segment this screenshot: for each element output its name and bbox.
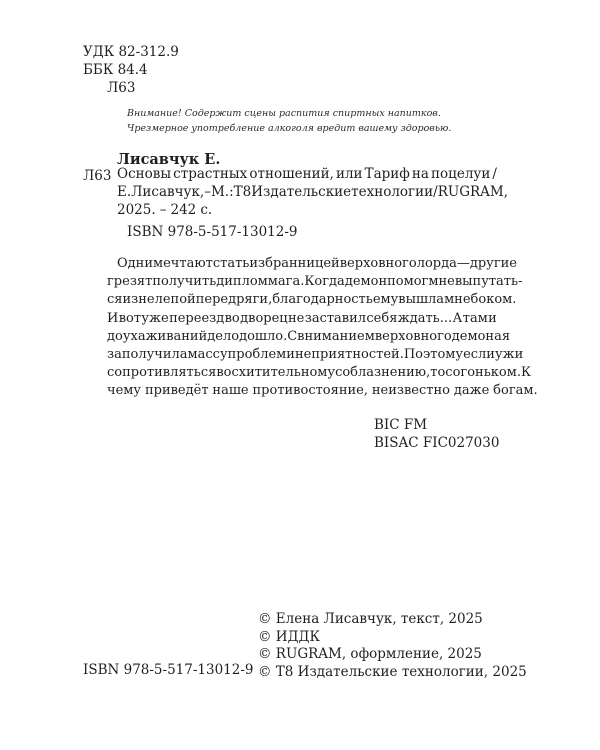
word: — xyxy=(456,256,470,271)
word: верховного xyxy=(374,328,452,344)
word: уж xyxy=(494,347,515,363)
author-sign-code: Л63 xyxy=(107,80,136,96)
bisac-code: BISAC FIC027030 xyxy=(374,435,500,451)
word: передряги, xyxy=(195,292,273,308)
word: грезят xyxy=(107,274,153,290)
word: другие xyxy=(469,256,518,271)
word: боком. xyxy=(470,292,517,308)
word: 242 xyxy=(170,202,197,218)
word: мечтают xyxy=(153,256,213,271)
word: Поэтому xyxy=(403,347,464,363)
word: – xyxy=(204,184,211,200)
word: / xyxy=(492,166,497,182)
word: С xyxy=(287,328,298,344)
word: выпутать- xyxy=(454,274,523,290)
word: Одни xyxy=(117,256,153,271)
annotation-line xyxy=(107,291,517,309)
word: противостояние, xyxy=(252,383,368,399)
word: на xyxy=(411,166,429,182)
word: демона xyxy=(451,328,502,344)
word: мне xyxy=(428,274,455,290)
word: И xyxy=(107,310,119,326)
word: лорда xyxy=(416,256,457,271)
isbn-main: ISBN 978-5-517-13012-9 xyxy=(127,224,298,240)
copyright-rugram: © RUGRAM, оформление, 2025 xyxy=(258,646,482,662)
isbn-footer: ISBN 978-5-517-13012-9 xyxy=(83,662,254,678)
word: сопротивляться xyxy=(107,365,217,381)
word: Т8 xyxy=(233,184,252,200)
annotation-line xyxy=(107,255,518,273)
word: дворец xyxy=(240,310,288,326)
copyright-author: © Елена Лисавчук, текст, 2025 xyxy=(258,611,483,627)
word: Основы xyxy=(117,166,172,182)
word: / xyxy=(433,184,438,200)
word: мне xyxy=(444,292,471,308)
word: – xyxy=(159,202,167,218)
word: помог xyxy=(387,274,429,290)
word: себя xyxy=(366,310,398,326)
word: даже xyxy=(453,383,490,399)
word: нелепой xyxy=(138,292,196,308)
word: мага. xyxy=(267,274,305,290)
word: Тариф xyxy=(364,166,410,182)
word: А xyxy=(452,310,463,326)
word: вот xyxy=(118,310,142,326)
word: богам. xyxy=(493,383,538,399)
word: демон xyxy=(344,274,388,290)
alcohol-warning-line-2: Чрезмерное употребление алкоголя вредит вашему здоровью. xyxy=(127,123,452,134)
bibliographic-line xyxy=(117,165,497,183)
word: огоньком. xyxy=(452,365,521,381)
word: с. xyxy=(200,202,213,218)
copyright-block xyxy=(258,611,527,681)
word: технологии xyxy=(351,184,434,200)
word: вышла xyxy=(398,292,445,308)
annotation-line xyxy=(107,310,497,328)
word: неизвестно xyxy=(371,383,450,399)
copyright-iddk: © ИДДК xyxy=(258,628,320,645)
word: поцелуи xyxy=(431,166,491,182)
word: неприятностей. xyxy=(294,347,404,363)
word: не xyxy=(288,310,305,326)
word: дело xyxy=(207,328,240,344)
word: во xyxy=(224,310,240,326)
word: К xyxy=(520,365,532,381)
word: переезд xyxy=(169,310,225,326)
word: и xyxy=(286,347,295,363)
word: и xyxy=(488,310,497,326)
word: до xyxy=(107,328,123,344)
annotation-line xyxy=(107,273,523,291)
word: массу xyxy=(187,347,228,363)
word: заполучила xyxy=(107,347,188,363)
copyright-t8: © Т8 Издательские технологии, 2025 xyxy=(258,663,527,680)
word: там xyxy=(462,310,488,326)
word: Е. xyxy=(117,184,132,200)
word: и xyxy=(514,347,524,363)
annotation-line xyxy=(107,364,532,382)
word: соблазнению, xyxy=(335,365,431,381)
annotation-line xyxy=(107,382,538,400)
bibliographic-line xyxy=(117,183,509,201)
word: или xyxy=(335,166,363,182)
word: уже xyxy=(141,310,169,326)
annotation-line xyxy=(107,328,511,346)
word: благодарность xyxy=(272,292,373,308)
bibliographic-line xyxy=(117,201,497,219)
bibliographic-description xyxy=(117,165,509,219)
word: Издательские xyxy=(251,184,352,200)
book-annotation xyxy=(107,255,538,401)
bic-code: BIC FM xyxy=(374,417,428,433)
word: 2025. xyxy=(117,202,156,218)
word: страстных xyxy=(173,166,248,182)
annotation-line xyxy=(107,346,524,364)
bbk-code: ББК 84.4 xyxy=(83,62,148,78)
word: если xyxy=(463,347,495,363)
word: М. xyxy=(210,184,230,200)
word: стать xyxy=(212,256,250,271)
word: я xyxy=(501,328,511,344)
word: то xyxy=(430,365,446,381)
word: Когда xyxy=(304,274,345,290)
word: с xyxy=(445,365,453,381)
word: ухаживаний xyxy=(122,328,208,344)
word: наше xyxy=(212,383,249,399)
word: дошло. xyxy=(239,328,288,344)
word: заставил xyxy=(304,310,367,326)
udk-code: УДК 82-312.9 xyxy=(83,44,179,60)
word: избранницей xyxy=(249,256,340,271)
author-name: Лисавчук Е. xyxy=(117,151,221,168)
record-author-code: Л63 xyxy=(83,168,112,184)
word: из xyxy=(122,292,139,308)
word: приведёт xyxy=(144,383,209,399)
word: проблем xyxy=(227,347,287,363)
subject-codes xyxy=(374,416,499,452)
word: верховного xyxy=(339,256,417,271)
alcohol-warning-line-1: Внимание! Содержит сцены распития спиртных напитков. xyxy=(127,108,441,119)
word: Лисавчук, xyxy=(131,184,205,200)
word: диплом xyxy=(216,274,268,290)
word: : xyxy=(229,184,234,200)
word: ся xyxy=(107,292,123,308)
word: ждать... xyxy=(397,310,453,326)
word: восхитительному xyxy=(216,365,336,381)
word: чему xyxy=(107,383,142,399)
word: отношений, xyxy=(249,166,334,182)
word: вниманием xyxy=(297,328,375,344)
word: ему xyxy=(372,292,399,308)
word: RUGRAM, xyxy=(437,184,509,200)
word: получить xyxy=(152,274,217,290)
